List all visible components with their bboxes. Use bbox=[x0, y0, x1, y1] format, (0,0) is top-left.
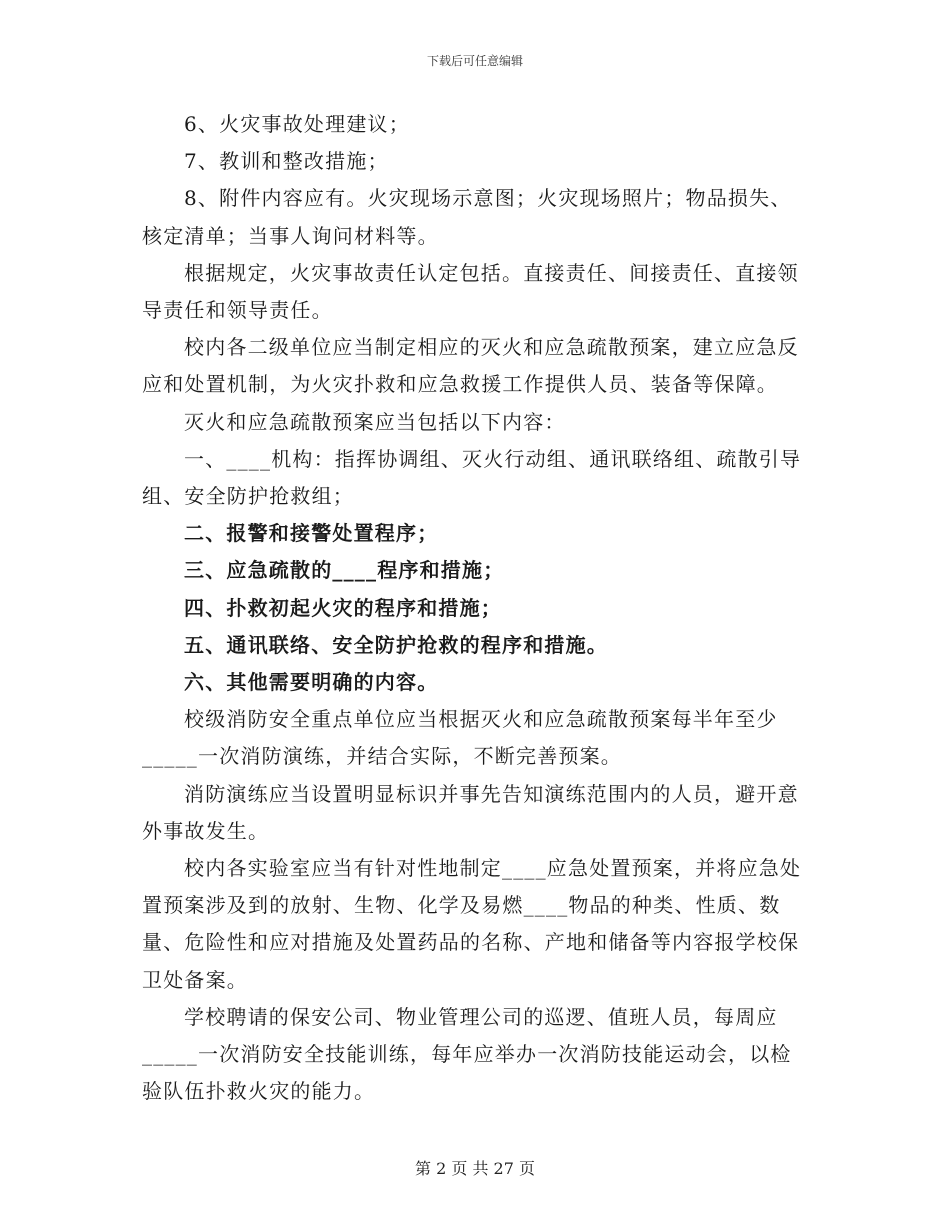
paragraph-item-8: 8、附件内容应有。火灾现场示意图；火灾现场照片；物品损失、核定清单；当事人询问材料等。 bbox=[142, 186, 792, 248]
plan-item-1: 一、____机构：指挥协调组、灭火行动组、通讯联络组、疏散引导组、安全防护抢救组； bbox=[142, 446, 802, 509]
paragraph-lab-plans: 校内各实验室应当有针对性地制定____应急处置预案，并将应急处置预案涉及到的放射、生物、化学及易燃____物品的种类、性质、数量、危险性和应对措施及处置药品的名称、产地和储备等内容报学校保卫处备案。 bbox=[142, 856, 802, 992]
plan-item-5: 五、通讯联络、安全防护抢救的程序和措施。 bbox=[184, 632, 608, 657]
paragraph-drill-frequency: 校级消防安全重点单位应当根据灭火和应急疏散预案每半年至少_____一次消防演练，并结合实际，不断完善预案。 bbox=[142, 707, 778, 769]
paragraph-item-6: 6、火灾事故处理建议； bbox=[184, 112, 410, 136]
paragraph-security-training: 学校聘请的保安公司、物业管理公司的巡逻、值班人员，每周应_____一次消防安全技能训练，每年应举办一次消防技能运动会，以检验队伍扑救火灾的能力。 bbox=[142, 1004, 792, 1104]
paragraph-item-7: 7、教训和整改措施； bbox=[184, 149, 389, 174]
paragraph-plan-contents-intro: 灭火和应急疏散预案应当包括以下内容： bbox=[184, 409, 566, 434]
paragraph-drill-notice: 消防演练应当设置明显标识并事先告知演练范围内的人员，避开意外事故发生。 bbox=[142, 781, 799, 843]
page-number: 第 2 页 共 27 页 bbox=[415, 1159, 535, 1178]
plan-item-6: 六、其他需要明确的内容。 bbox=[184, 670, 439, 695]
page-header-note: 下载后可任意编辑 bbox=[426, 54, 523, 68]
plan-item-4: 四、扑救初起火灾的程序和措施； bbox=[184, 595, 502, 620]
document-body bbox=[142, 106, 808, 1110]
plan-item-3: 三、应急疏散的____程序和措施； bbox=[184, 558, 505, 583]
paragraph-responsibility: 根据规定，火灾事故责任认定包括。直接责任、间接责任、直接领导责任和领导责任。 bbox=[142, 260, 799, 323]
plan-item-2: 二、报警和接警处置程序； bbox=[184, 521, 439, 546]
paragraph-plan-requirement: 校内各二级单位应当制定相应的灭火和应急疏散预案，建立应急反应和处置机制，为火灾扑救和应急救援工作提供人员、装备等保障。 bbox=[142, 335, 799, 397]
